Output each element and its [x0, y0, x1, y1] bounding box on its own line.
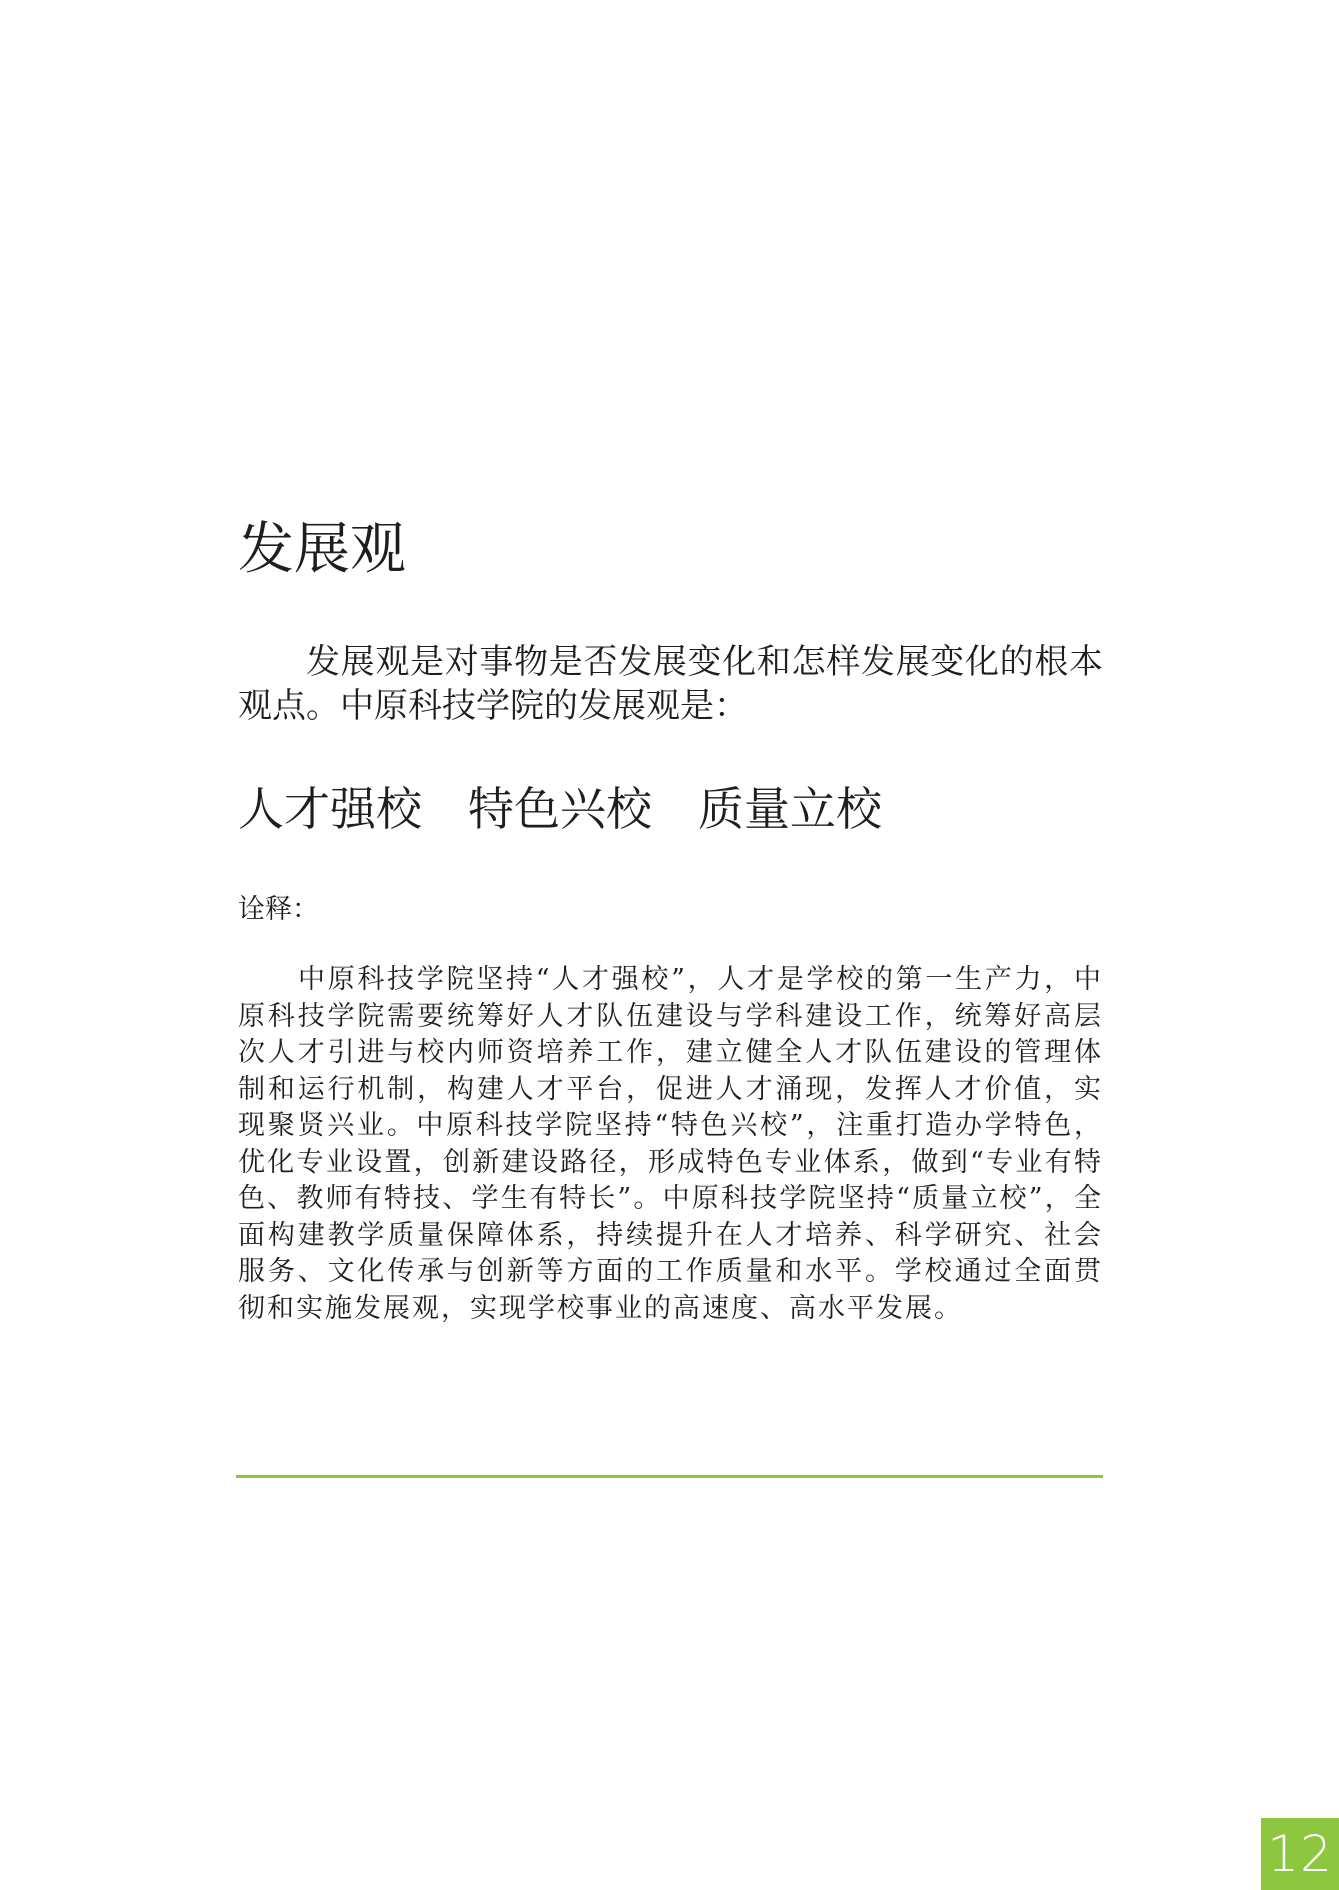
page-title: 发展观 [238, 517, 406, 582]
page-number: 12 [1267, 1825, 1333, 1883]
intro-paragraph: 发展观是对事物是否发展变化和怎样发展变化的根本观点。中原科技学院的发展观是： [238, 642, 1103, 726]
body-paragraph: 中原科技学院坚持“人才强校”，人才是学校的第一生产力，中原科技学院需要统筹好人才队伍建设与学科建设工作，统筹好高层次人才引进与校内师资培养工作，建立健全人才队伍建设的管理体制和运行机制，构建人才平台，促进人才涌现，发挥人才价值，实现聚贤兴业。中原科技学院坚持“特色兴校”，注重打造办学特色，优化专业设置，创新建设路径，形成特色专业体系，做到“专业有特色、教师有特技、学生有特长”。中原科技学院坚持“质量立校”，全面构建教学质量保障体系，持续提升在人才培养、科学研究、社会服务、文化传承与创新等方面的工作质量和水平。学校通过全面贯彻和实施发展观，实现学校事业的高速度、高水平发展。 [238, 964, 1103, 1324]
section-divider [236, 1475, 1103, 1478]
page-number-badge [1261, 1818, 1339, 1890]
motto: 人才强校 特色兴校 质量立校 [238, 782, 882, 836]
notes-label: 诠释： [238, 894, 319, 925]
